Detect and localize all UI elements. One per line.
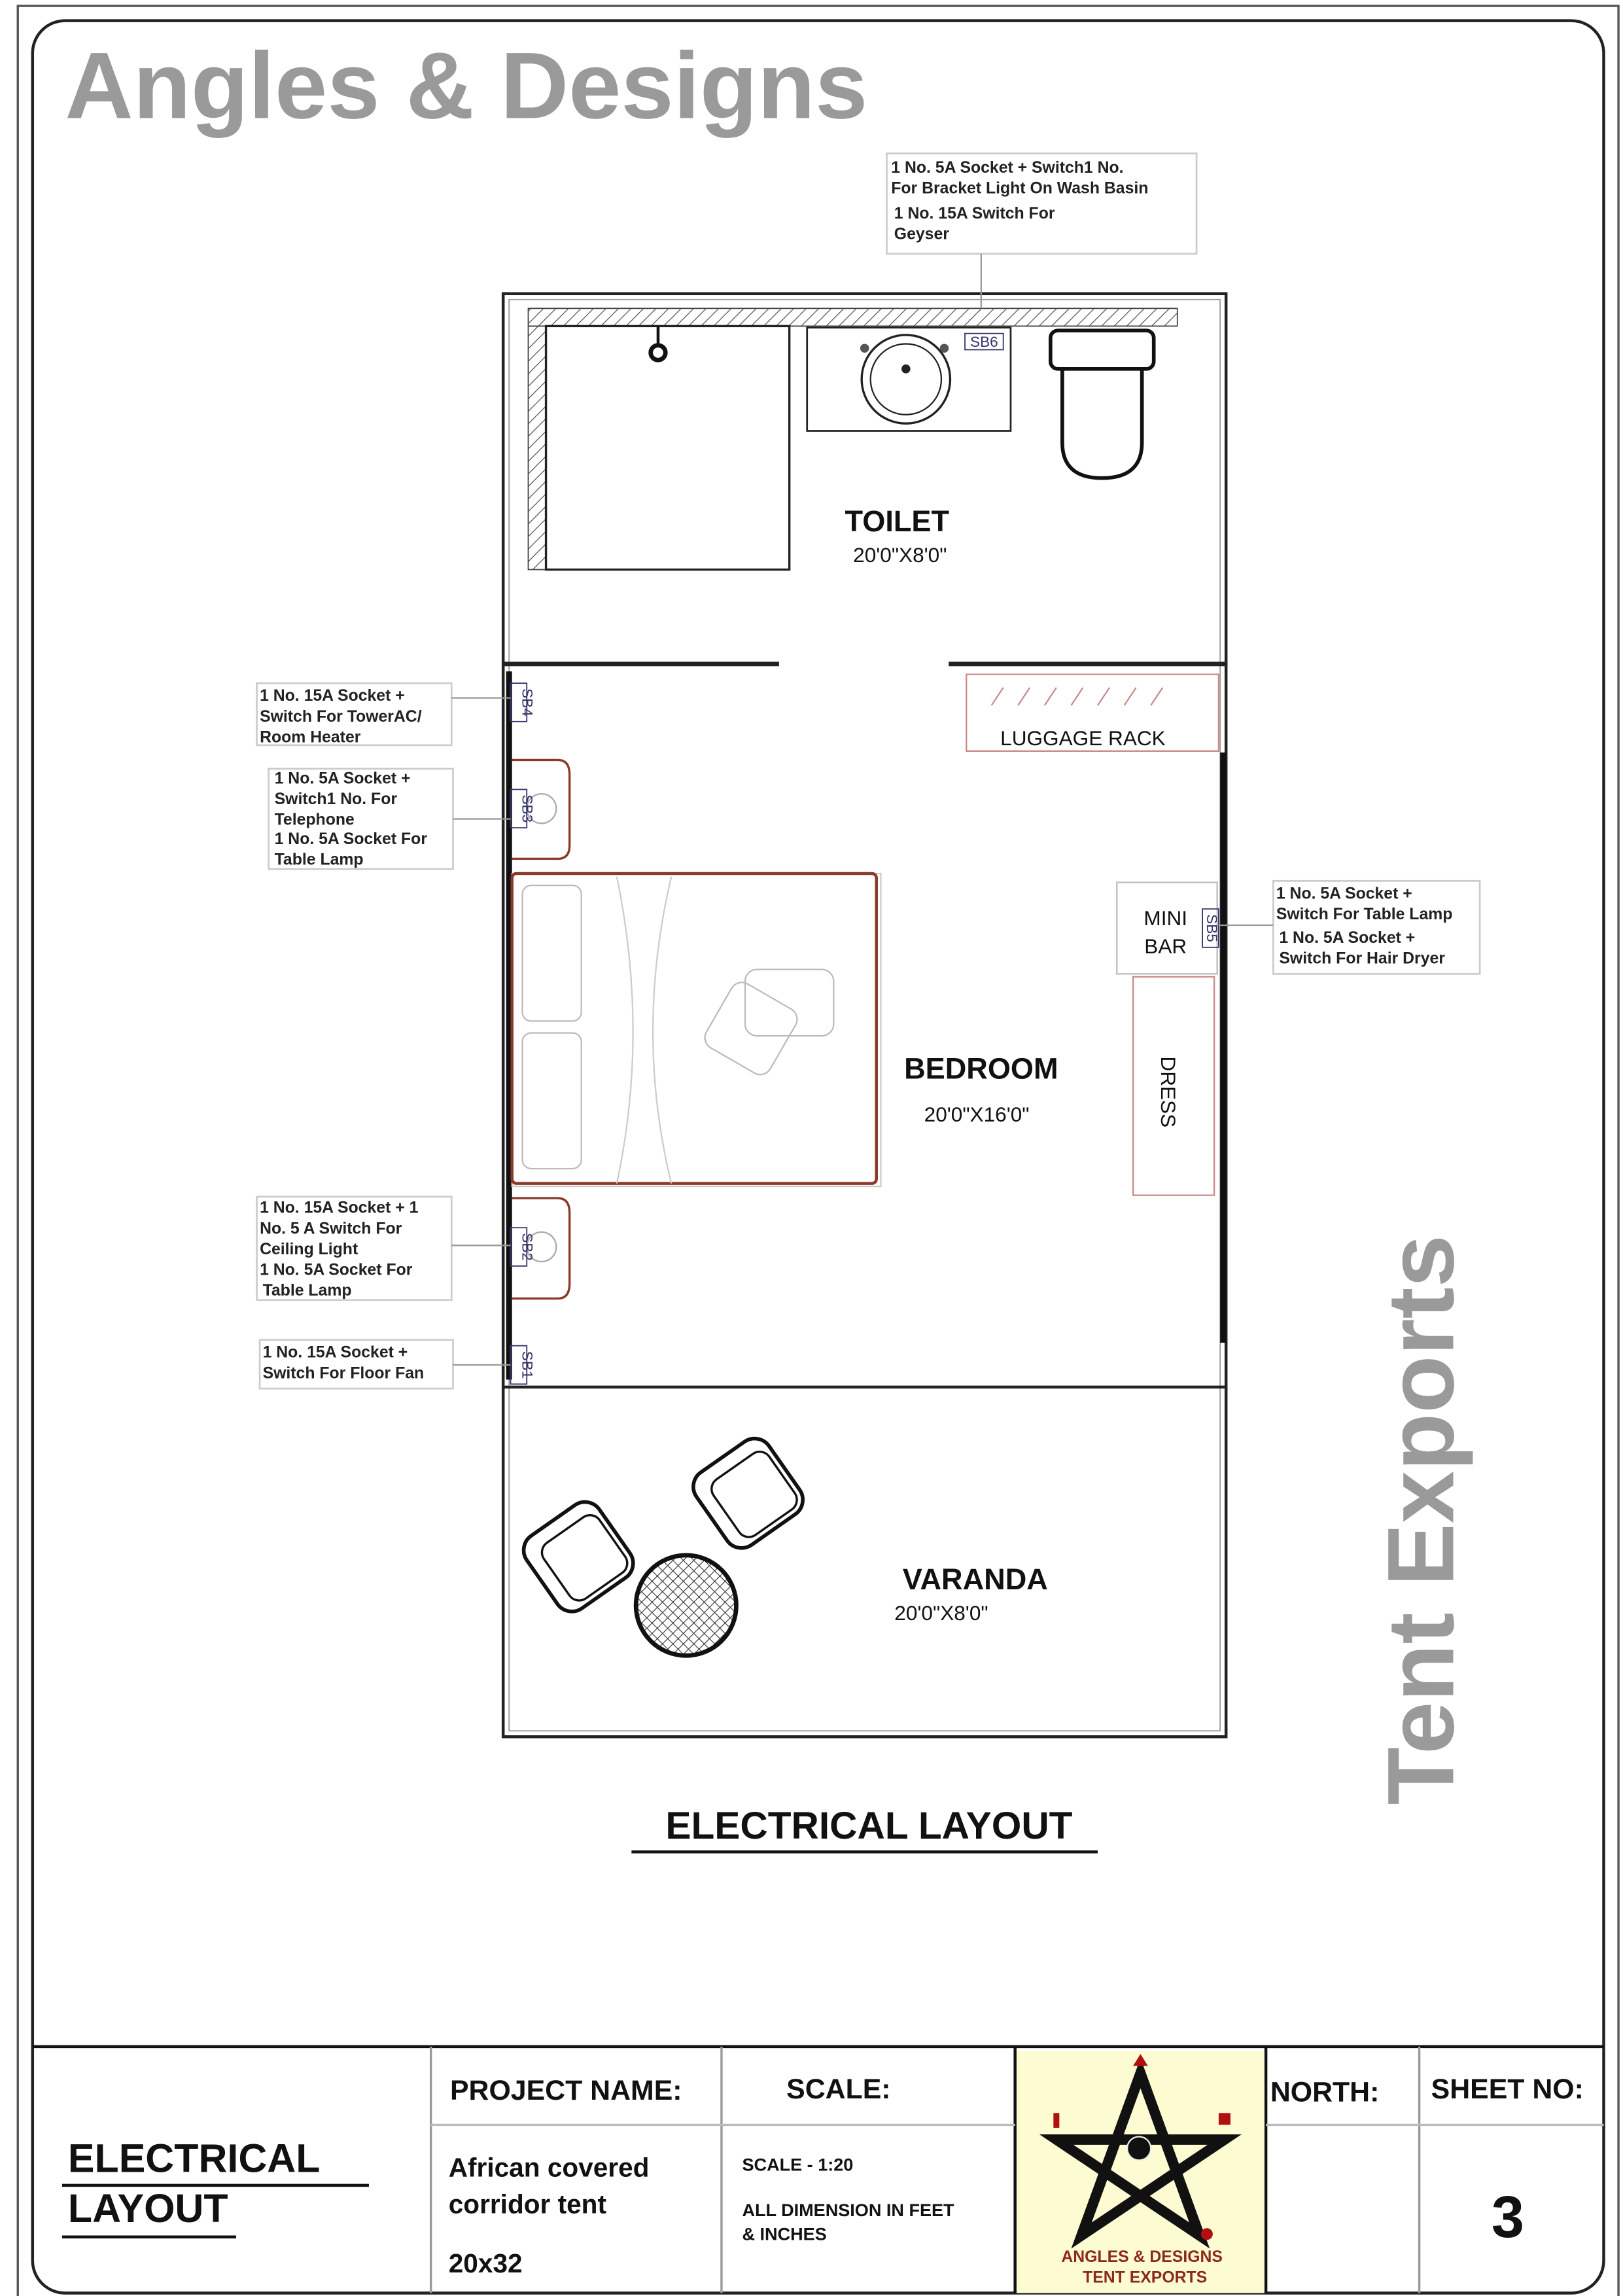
- scale-label: SCALE:: [786, 2073, 891, 2105]
- mini-bar-label-1: MINI: [1143, 906, 1188, 930]
- sheet-no: 3: [1491, 2183, 1525, 2250]
- bed: [512, 874, 881, 1186]
- svg-text:Geyser: Geyser: [894, 225, 949, 243]
- varanda-size: 20'0"X8'0": [894, 1601, 988, 1625]
- outer-border: [18, 6, 1618, 2296]
- project-size: 20x32: [448, 2248, 523, 2278]
- title-block: [33, 2047, 1604, 2293]
- logo-text-1: ANGLES & DESIGNS: [1061, 2248, 1223, 2267]
- callout-sb1: [260, 1340, 510, 1388]
- callout-sb4: [257, 683, 511, 746]
- svg-text:Table Lamp: Table Lamp: [262, 1282, 352, 1300]
- company-logo: [1017, 2051, 1265, 2293]
- mini-bar-label-2: BAR: [1144, 934, 1187, 958]
- svg-text:1 No. 5A Socket +: 1 No. 5A Socket +: [274, 769, 411, 788]
- watermark: [65, 32, 1473, 1805]
- wash-basin-icon: [862, 335, 950, 423]
- svg-text:Switch1 No. For: Switch1 No. For: [274, 790, 398, 809]
- sb5-label: SB5: [1203, 914, 1220, 942]
- svg-text:Switch For Table Lamp: Switch For Table Lamp: [1276, 905, 1453, 923]
- callout-sb2: [257, 1197, 511, 1300]
- shower-icon: [651, 345, 666, 361]
- logo-text-2: TENT EXPORTS: [1083, 2269, 1208, 2287]
- svg-text:1 No. 15A Switch For: 1 No. 15A Switch For: [894, 204, 1055, 222]
- sb2-label: SB2: [519, 1233, 536, 1261]
- toilet-label: TOILET: [845, 504, 950, 538]
- sb3-label: SB3: [519, 794, 536, 823]
- toilet-size: 20'0"X8'0": [853, 543, 947, 567]
- callout-sb3: [269, 769, 511, 869]
- callout-sb6: [887, 154, 1197, 309]
- dress-label: DRESS: [1156, 1056, 1180, 1128]
- shower-area: [546, 326, 790, 569]
- project-name-label: PROJECT NAME:: [449, 2075, 682, 2107]
- svg-text:Table Lamp: Table Lamp: [274, 851, 364, 869]
- svg-text:1 No. 15A Socket +: 1 No. 15A Socket +: [260, 687, 405, 705]
- floor-plan: [503, 294, 1226, 1737]
- chair-left: [517, 1495, 640, 1618]
- hatched-wall: [529, 308, 1178, 326]
- toilet-icon: [1051, 330, 1154, 478]
- watermark-line-2: Tent Exports: [1367, 1235, 1474, 1805]
- svg-text:1 No. 5A Socket For: 1 No. 5A Socket For: [274, 830, 427, 848]
- luggage-rack-label: LUGGAGE RACK: [1000, 726, 1166, 750]
- sb6-label: SB6: [970, 333, 998, 350]
- sb1-label: SB1: [519, 1351, 536, 1379]
- svg-text:Room Heater: Room Heater: [260, 728, 361, 747]
- svg-text:1 No. 5A Socket +: 1 No. 5A Socket +: [1276, 885, 1412, 903]
- drawing-title: ELECTRICAL LAYOUT: [665, 1804, 1073, 1847]
- north-label: NORTH:: [1270, 2076, 1380, 2108]
- svg-text:1 No. 5A Socket For: 1 No. 5A Socket For: [260, 1261, 413, 1279]
- svg-text:Switch For TowerAC/: Switch For TowerAC/: [260, 707, 422, 726]
- units-1: ALL DIMENSION IN FEET: [742, 2200, 954, 2221]
- svg-text:Switch For Hair Dryer: Switch For Hair Dryer: [1279, 949, 1445, 968]
- bedroom-size: 20'0"X16'0": [924, 1102, 1030, 1126]
- svg-text:Ceiling Light: Ceiling Light: [260, 1240, 358, 1258]
- units-2: & INCHES: [742, 2224, 827, 2244]
- svg-text:1 No. 5A Socket +: 1 No. 5A Socket +: [1279, 929, 1416, 947]
- svg-text:1 No. 5A Socket + Switch1 No.: 1 No. 5A Socket + Switch1 No.: [891, 158, 1124, 177]
- chair-right: [686, 1432, 809, 1555]
- project-name-1: African covered: [448, 2152, 650, 2183]
- sheet-title-1: ELECTRICAL: [67, 2136, 321, 2181]
- project-name-2: corridor tent: [448, 2189, 606, 2219]
- svg-text:Switch For Floor Fan: Switch For Floor Fan: [262, 1364, 425, 1383]
- scale-value: SCALE - 1:20: [742, 2155, 854, 2175]
- svg-text:For Bracket Light On Wash Basi: For Bracket Light On Wash Basin: [891, 179, 1149, 198]
- sheet-title-2: LAYOUT: [67, 2186, 228, 2231]
- watermark-line-1: Angles & Designs: [65, 32, 868, 139]
- svg-text:1 No. 15A Socket + 1: 1 No. 15A Socket + 1: [260, 1199, 419, 1217]
- sheet-no-label: SHEET NO:: [1431, 2073, 1584, 2105]
- varanda-label: VARANDA: [902, 1562, 1048, 1596]
- bedroom-label: BEDROOM: [904, 1051, 1058, 1086]
- sb4-label: SB4: [519, 688, 536, 716]
- inner-border: [33, 21, 1604, 2293]
- round-table: [636, 1555, 736, 1655]
- svg-text:Telephone: Telephone: [274, 811, 355, 829]
- callout-sb5: [1219, 881, 1480, 974]
- svg-text:1 No. 15A Socket +: 1 No. 15A Socket +: [262, 1343, 408, 1362]
- svg-text:No. 5 A Switch For: No. 5 A Switch For: [260, 1220, 402, 1238]
